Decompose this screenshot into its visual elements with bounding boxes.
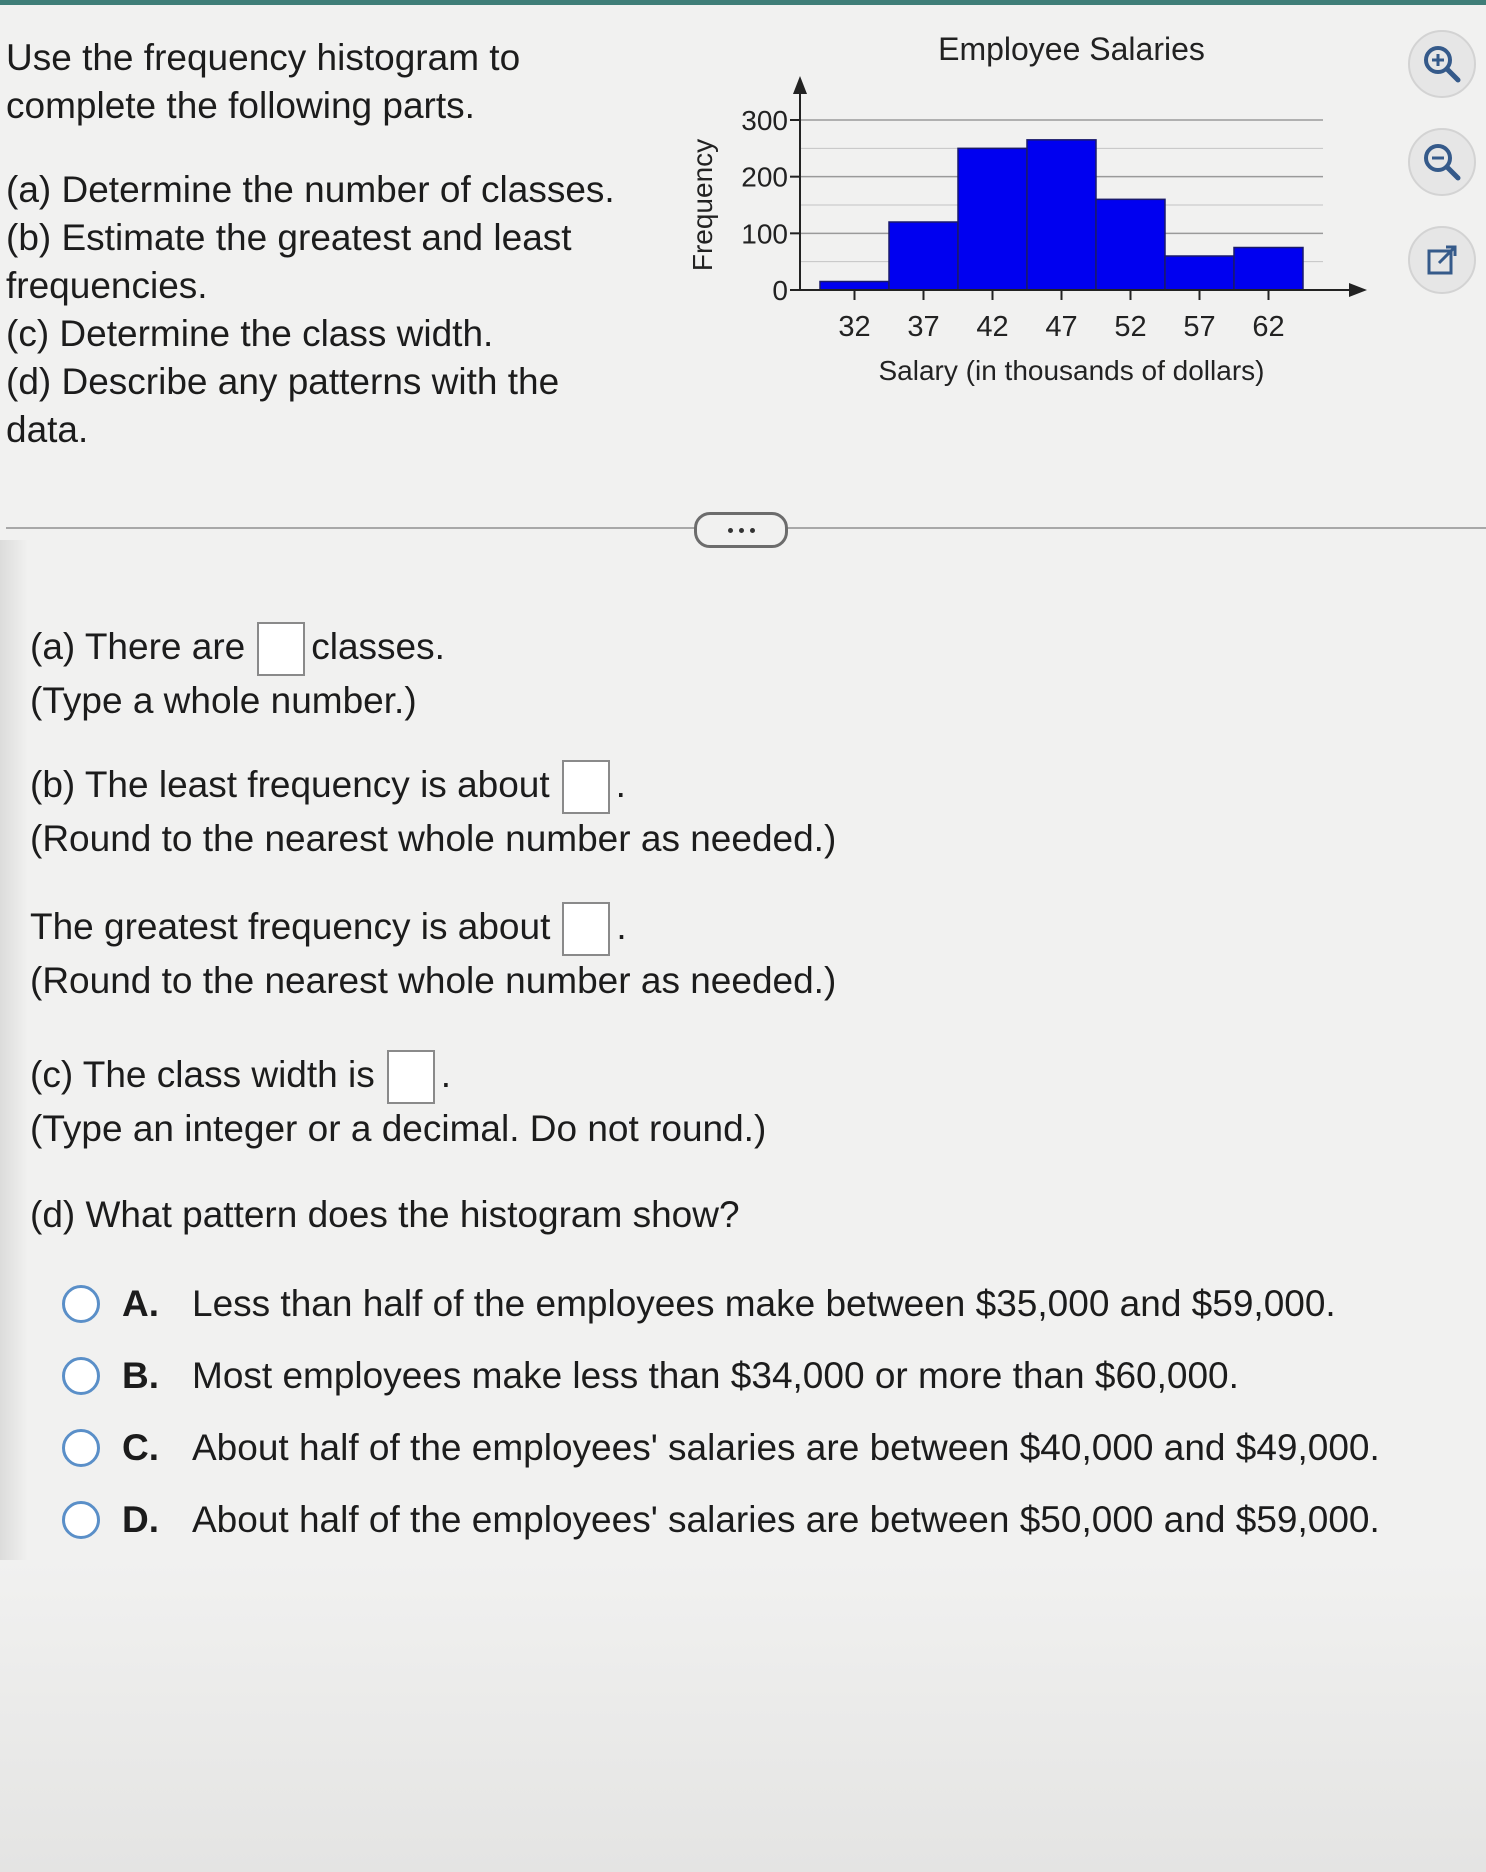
chart-title: Employee Salaries — [938, 31, 1205, 67]
side-toolbar — [1408, 30, 1480, 324]
top-accent-bar — [0, 0, 1486, 5]
popout-button[interactable] — [1408, 226, 1476, 294]
intro-line-2: complete the following parts. — [6, 85, 475, 126]
x-tick-label: 57 — [1183, 311, 1216, 343]
question-a — [30, 622, 445, 726]
more-options-button[interactable] — [694, 512, 788, 548]
x-tick-label: 47 — [1045, 311, 1078, 343]
period: . — [616, 906, 627, 947]
radio-button[interactable] — [62, 1285, 100, 1323]
choice-text: Less than half of the employees make between $35,000 and $59,000. — [192, 1283, 1336, 1324]
external-link-icon — [1422, 240, 1462, 280]
zoom-out-button[interactable] — [1408, 128, 1476, 196]
intro-part-c: (c) Determine the class width. — [6, 313, 494, 354]
least-frequency-answer-box[interactable] — [562, 760, 610, 814]
question-c-line — [30, 1050, 766, 1104]
histogram-chart — [680, 20, 1400, 400]
choice-text: Most employees make less than $34,000 or more than $60,000. — [192, 1355, 1239, 1396]
dot — [739, 528, 744, 533]
x-tick-label: 32 — [838, 311, 871, 343]
question-intro — [6, 34, 666, 454]
greatest-frequency-answer-box[interactable] — [562, 902, 610, 956]
intro-parts — [6, 166, 666, 454]
question-a-suffix: classes. — [311, 626, 445, 667]
choice-letter: A. — [122, 1283, 159, 1324]
choice-letter: B. — [122, 1355, 159, 1396]
intro-part-a: (a) Determine the number of classes. — [6, 169, 615, 210]
question-b-greatest-hint: (Round to the nearest whole number as needed.) — [30, 960, 837, 1002]
question-a-prefix: (a) There are — [30, 626, 246, 667]
x-axis-label: Salary (in thousands of dollars) — [878, 355, 1265, 386]
question-a-hint: (Type a whole number.) — [30, 680, 417, 722]
y-axis-label: Frequency — [687, 138, 718, 272]
choice-a[interactable] — [62, 1268, 1442, 1340]
choice-text: About half of the employees' salaries are between $40,000 and $49,000. — [192, 1427, 1380, 1468]
radio-button[interactable] — [62, 1357, 100, 1395]
dot — [728, 528, 733, 533]
background-shade — [0, 1560, 1486, 1872]
histogram-bar — [958, 148, 1027, 290]
intro-part-b-2: frequencies. — [6, 265, 208, 306]
radio-button[interactable] — [62, 1501, 100, 1539]
y-tick-label: 300 — [741, 105, 788, 136]
question-d — [30, 1190, 740, 1240]
intro-part-d-1: (d) Describe any patterns with the — [6, 361, 560, 402]
histogram-bar — [1027, 140, 1096, 290]
histogram-bar — [820, 282, 889, 291]
histogram-bar — [1234, 248, 1303, 291]
histogram-svg — [680, 20, 1400, 400]
choice-c[interactable] — [62, 1412, 1442, 1484]
choice-text: About half of the employees' salaries are between $50,000 and $59,000. — [192, 1499, 1380, 1540]
question-a-line — [30, 622, 445, 676]
x-tick-label: 62 — [1252, 311, 1285, 343]
choice-letter: D. — [122, 1499, 159, 1540]
intro-line-1: Use the frequency histogram to — [6, 37, 521, 78]
choice-b[interactable] — [62, 1340, 1442, 1412]
histogram-bar — [889, 222, 958, 290]
question-b-least — [30, 760, 836, 864]
x-tick-label: 52 — [1114, 311, 1147, 343]
x-tick-label: 37 — [907, 311, 940, 343]
period: . — [615, 764, 626, 805]
choice-d[interactable] — [62, 1484, 1442, 1556]
intro-part-b-1: (b) Estimate the greatest and least — [6, 217, 572, 258]
question-b-least-line — [30, 760, 836, 814]
radio-button[interactable] — [62, 1429, 100, 1467]
y-tick-label: 200 — [741, 161, 788, 193]
question-b-least-prefix: (b) The least frequency is about — [30, 764, 550, 805]
question-b-greatest-prefix: The greatest frequency is about — [30, 906, 551, 947]
dot — [750, 528, 755, 533]
question-c-hint: (Type an integer or a decimal. Do not round.) — [30, 1108, 767, 1150]
histogram-bar — [1165, 256, 1234, 290]
zoom-out-icon — [1420, 140, 1464, 184]
question-d-prompt: (d) What pattern does the histogram show? — [30, 1194, 740, 1235]
question-b-least-hint: (Round to the nearest whole number as needed.) — [30, 818, 837, 860]
histogram-bar — [1096, 199, 1165, 290]
choice-letter: C. — [122, 1427, 159, 1468]
x-axis-arrow — [1349, 283, 1367, 297]
pattern-choices — [62, 1268, 1442, 1556]
intro-part-d-2: data. — [6, 409, 89, 450]
zoom-in-icon — [1420, 42, 1464, 86]
y-tick-label: 100 — [741, 218, 788, 250]
y-tick-label: 0 — [772, 275, 788, 306]
y-axis-arrow — [793, 76, 807, 94]
zoom-in-button[interactable] — [1408, 30, 1476, 98]
classes-answer-box[interactable] — [257, 622, 305, 676]
class-width-answer-box[interactable] — [387, 1050, 435, 1104]
question-c — [30, 1050, 766, 1154]
question-b-greatest — [30, 902, 836, 1006]
question-c-prefix: (c) The class width is — [30, 1054, 375, 1095]
period: . — [440, 1054, 452, 1095]
question-b-greatest-line — [30, 902, 836, 956]
x-tick-label: 42 — [976, 311, 1009, 343]
